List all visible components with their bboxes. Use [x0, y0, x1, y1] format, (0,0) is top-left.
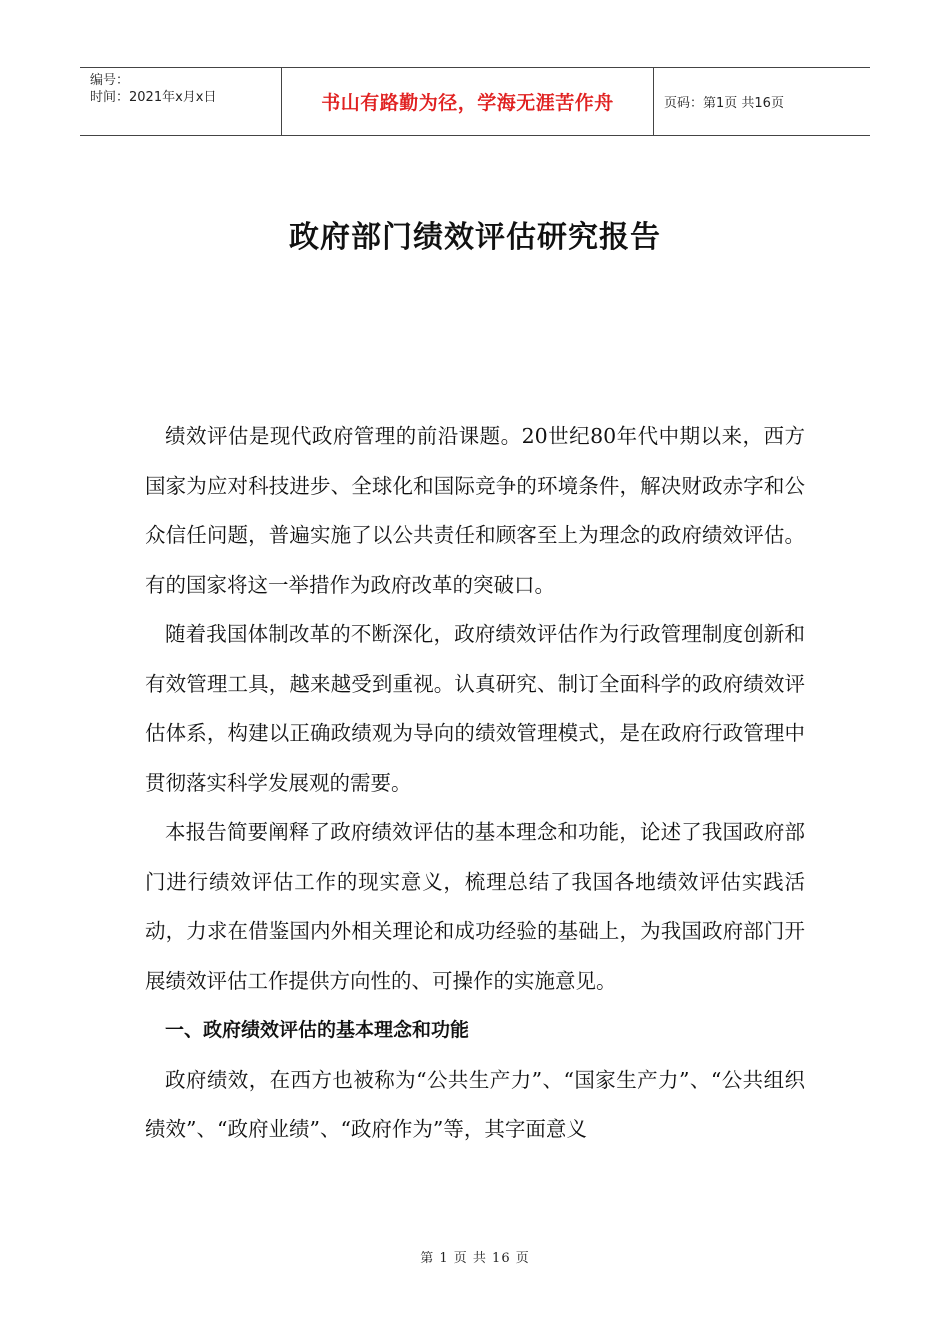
page-footer: 第 1 页 共 16 页	[420, 1251, 530, 1266]
header-motto: 书山有路勤为径，学海无涯苦作舟	[281, 68, 654, 135]
serial-number-label: 编号：	[90, 73, 130, 88]
header-meta-cell	[80, 68, 281, 135]
body-paragraph-3: 本报告简要阐释了政府绩效评估的基本理念和功能，论述了我国政府部门进行绩效评估工作的现实意义，梳理总结了我国各地绩效评估实践活动，力求在借鉴国内外相关理论和成功经验的基础上，为我国政府部门开展绩效评估工作提供方向性的、可操作的实施意见。	[145, 820, 805, 993]
section-heading: 一、政府绩效评估的基本理念和功能	[165, 1019, 470, 1041]
document-body	[145, 412, 805, 1155]
header-page-info: 页码：第1页 共16页	[664, 96, 784, 111]
document-header-table	[80, 67, 870, 136]
section-paragraph: 政府绩效，在西方也被称为“公共生产力”、“国家生产力”、“公共组织绩效”、“政府业绩”、“政府作为”等，其字面意义	[145, 1067, 805, 1141]
date-label: 时间：2021年x月x日	[90, 90, 217, 105]
body-paragraph-1: 绩效评估是现代政府管理的前沿课题。20世纪80年代中期以来，西方国家为应对科技进步、全球化和国际竞争的环境条件，解决财政赤字和公众信任问题，普遍实施了以公共责任和顾客至上为理念的政府绩效评估。有的国家将这一举措作为政府改革的突破口。	[145, 424, 805, 597]
document-title: 政府部门绩效评估研究报告	[289, 220, 661, 255]
body-paragraph-2: 随着我国体制改革的不断深化，政府绩效评估作为行政管理制度创新和有效管理工具，越来越受到重视。认真研究、制订全面科学的政府绩效评估体系，构建以正确政绩观为导向的绩效管理模式，是在政府行政管理中贯彻落实科学发展观的需要。	[145, 622, 805, 795]
